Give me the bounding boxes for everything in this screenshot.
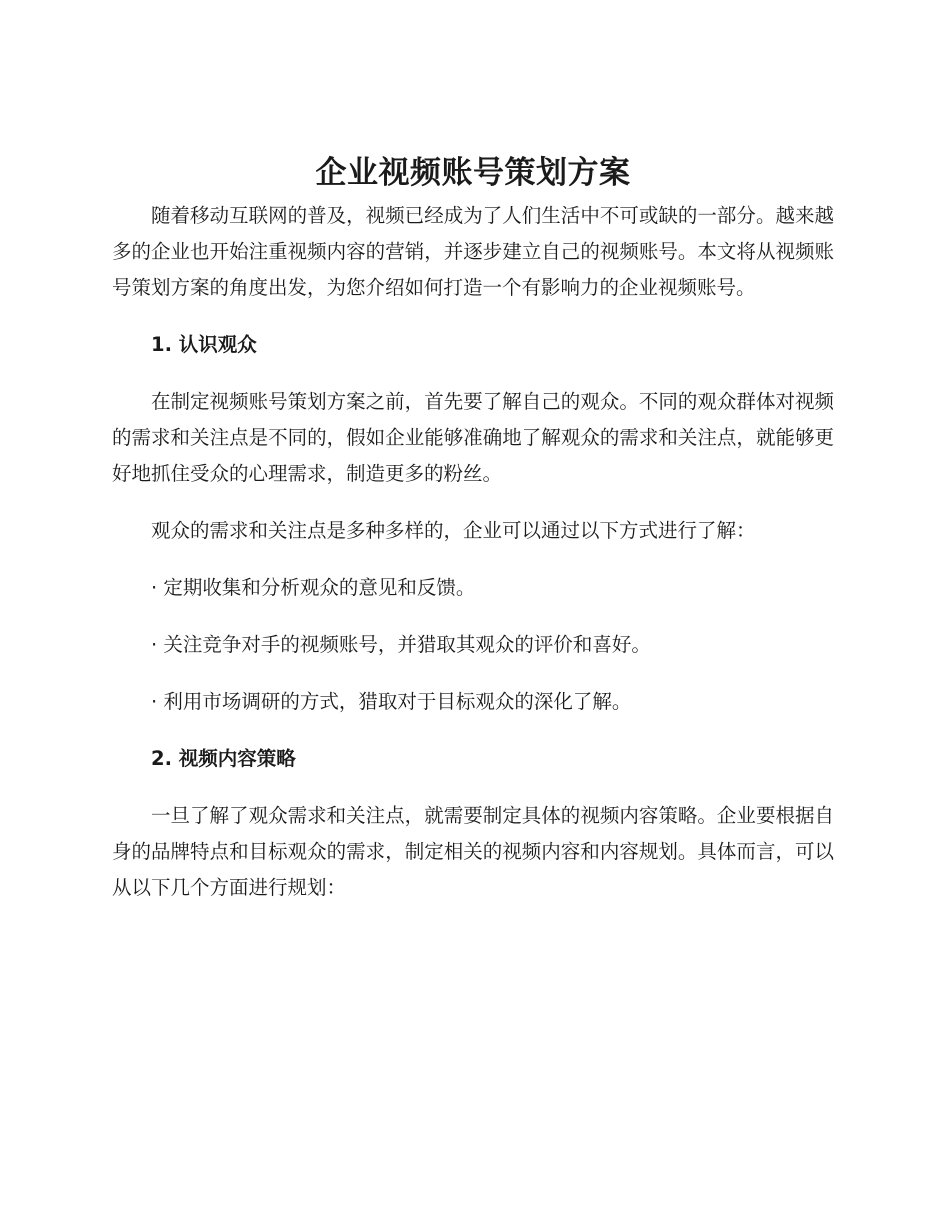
document-title: 企业视频账号策划方案: [315, 155, 631, 191]
bullet-item: · 利用市场调研的方式，猎取对于目标观众的深化了解。: [151, 690, 632, 713]
document-page: [112, 148, 834, 906]
section1-paragraph-2: 观众的需求和关注点是多种多样的，企业可以通过以下方式进行了解：: [151, 519, 756, 542]
section1-paragraph-1: 在制定视频账号策划方案之前，首先要了解自己的观众。不同的观众群体对视频的需求和关注点是不同的，假如企业能够准确地了解观众的需求和关注点，就能够更好地抓住受众的心理需求，制造更多的粉丝。: [112, 390, 834, 485]
section2-paragraph-1: 一旦了解了观众需求和关注点，就需要制定具体的视频内容策略。企业要根据自身的品牌特点和目标观众的需求，制定相关的视频内容和内容规划。具体而言，可以从以下几个方面进行规划：: [112, 804, 834, 899]
spacer: [112, 492, 834, 513]
bullet-item: · 定期收集和分析观众的意见和反馈。: [151, 576, 476, 599]
spacer: [112, 606, 834, 627]
intro-paragraph: 随着移动互联网的普及，视频已经成为了人们生活中不可或缺的一部分。越来越多的企业也开始注重视频内容的营销，并逐步建立自己的视频账号。本文将从视频账号策划方案的角度出发，为您介绍如何打造一个有影响力的企业视频账号。: [112, 204, 834, 299]
spacer: [112, 720, 834, 741]
spacer: [112, 363, 834, 384]
bullet-item: · 关注竞争对手的视频账号，并猎取其观众的评价和喜好。: [151, 633, 651, 656]
section-heading-2: 2. 视频内容策略: [151, 747, 296, 770]
spacer: [112, 777, 834, 798]
spacer: [112, 663, 834, 684]
spacer: [112, 549, 834, 570]
spacer: [112, 306, 834, 327]
section-heading-1: 1. 认识观众: [151, 333, 257, 356]
